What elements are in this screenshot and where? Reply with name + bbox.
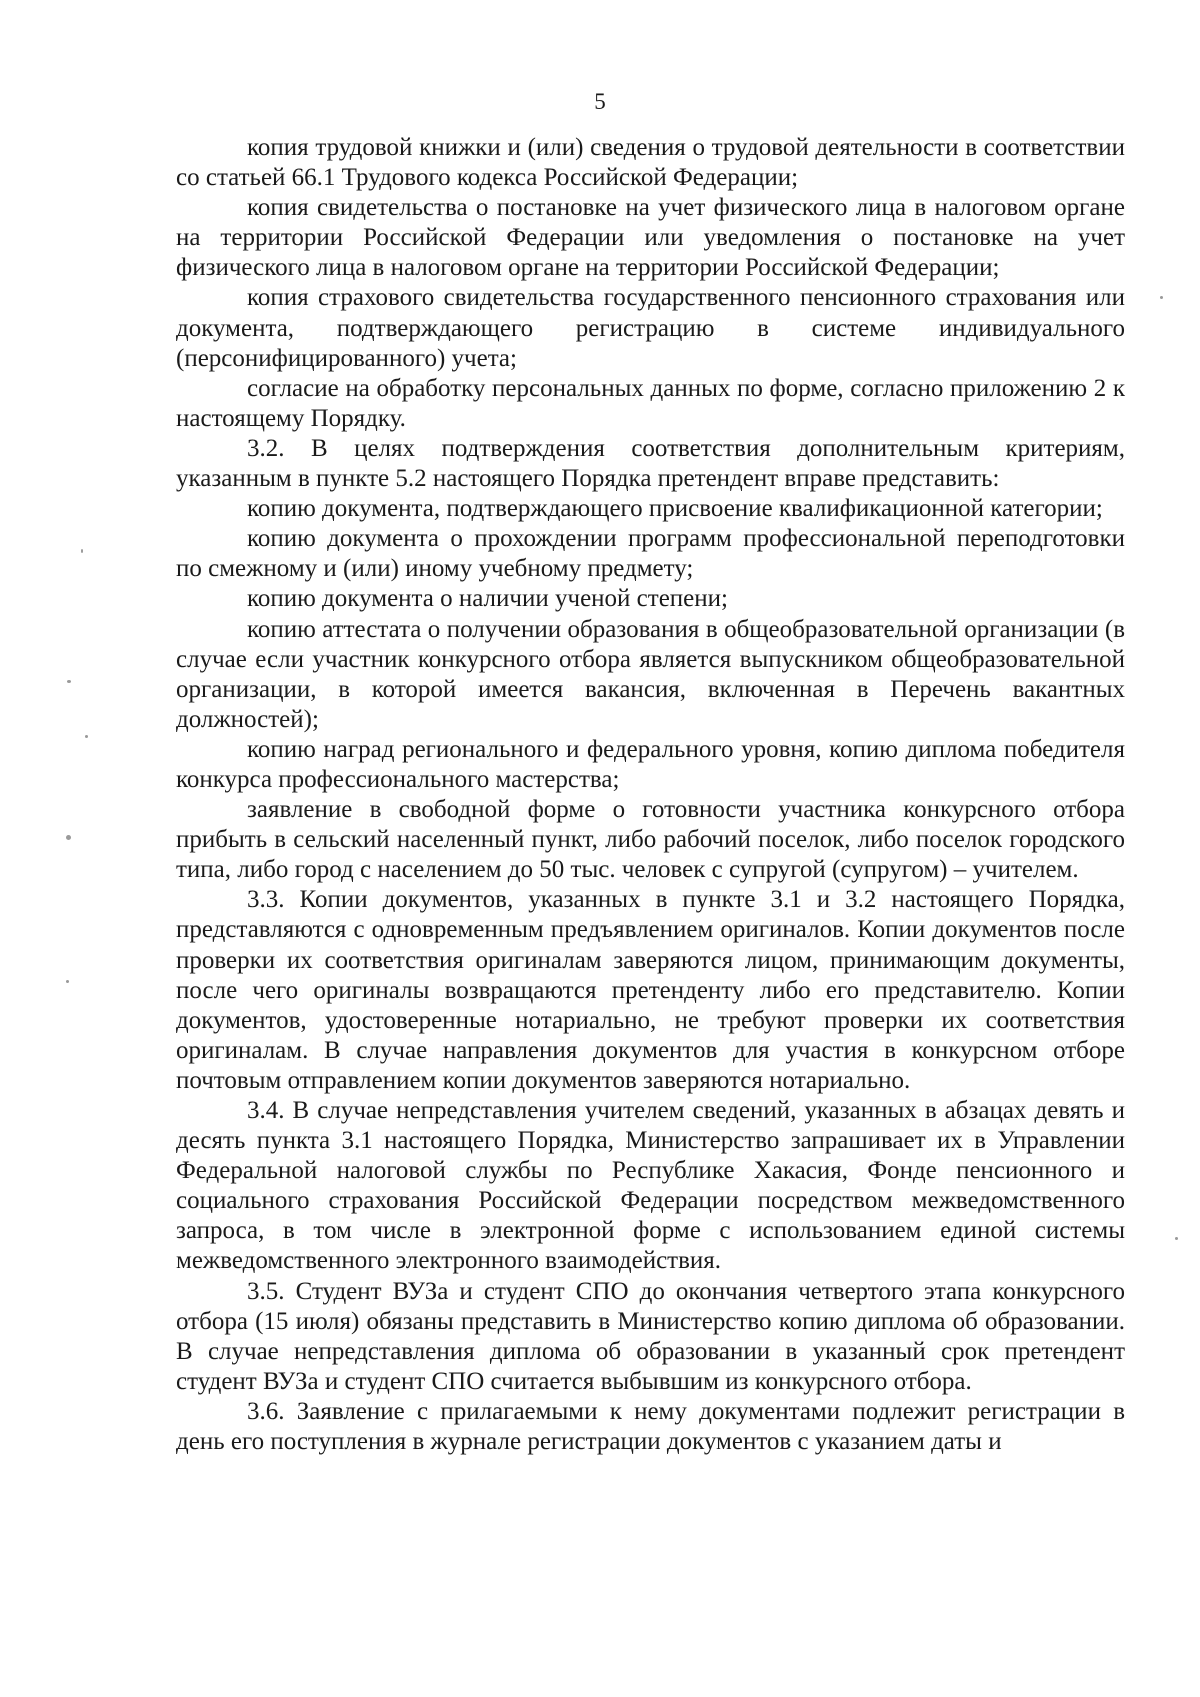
scan-speck bbox=[85, 735, 88, 738]
paragraph-relocation-statement: заявление в свободной форме о готовности участника конкурсного отбора прибыть в сельский населенный пункт, либо рабочий поселок, либо поселок городского типа, либо город с населением до 50 тыс. человек с супругой (супругом) – учителем. bbox=[176, 796, 1125, 884]
paragraph-retraining-programs: копию документа о прохождении программ профессиональной переподготовки по смежному и (или) иному учебному предмету; bbox=[176, 525, 1125, 583]
paragraph-3-2: 3.2. В целях подтверждения соответствия дополнительным критериям, указанным в пункте 5.2 настоящего Порядка претендент вправе представить: bbox=[176, 434, 1125, 493]
paragraph-school-certificate: копию аттестата о получении образования в общеобразовательной организации (в случае если участник конкурсного отбора является выпускником общеобразовательной организации, в которой имеется вакансия, включенная в Перечень вакантных должностей); bbox=[176, 615, 1125, 733]
paragraph-3-6: 3.6. Заявление с прилагаемыми к нему документами подлежит регистрации в день его поступления в журнале регистрации документов с указанием даты и bbox=[176, 1397, 1125, 1456]
paragraph-3-5: 3.5. Студент ВУЗа и студент СПО до окончания четвертого этапа конкурсного отбора (15 июля) обязаны представить в Министерство копию диплома об образовании. В случае непредставления диплома об образовании в указанный срок претендент студент ВУЗа и студент СПО считается выбывшим из конкурсного отбора. bbox=[176, 1277, 1125, 1395]
paragraph-3-3: 3.3. Копии документов, указанных в пункте 3.1 и 3.2 настоящего Порядка, представляются с одновременным предъявлением оригиналов. Копии документов после проверки их соответствия оригиналам заверяются лицом, принимающим документы, после чего оригиналы возвращаются претенденту либо его представителю. Копии документов, удостоверенные нотариально, не требуют проверки их соответствия оригиналам. В случае направления документов для участия в конкурсном отборе почтовым отправлением копии документов заверяются нотариально. bbox=[176, 886, 1125, 1094]
page-number: 5 bbox=[594, 89, 606, 114]
paragraph-personal-data-consent: согласие на обработку персональных данных по форме, согласно приложению 2 к настоящему Порядку. bbox=[176, 374, 1125, 432]
paragraph-work-record-copy: копия трудовой книжки и (или) сведения о трудовой деятельности в соответствии со статьей 66.1 Трудового кодекса Российской Федерации; bbox=[176, 134, 1125, 192]
scan-speck bbox=[81, 549, 83, 553]
document-body bbox=[176, 133, 1125, 1457]
scan-speck bbox=[1175, 1237, 1178, 1240]
paragraph-awards-diploma: копию наград регионального и федерального уровня, копию диплома победителя конкурса профессионального мастерства; bbox=[176, 735, 1125, 793]
scan-speck bbox=[67, 680, 71, 683]
scan-speck bbox=[1160, 296, 1163, 299]
paragraph-3-4: 3.4. В случае непредставления учителем сведений, указанных в абзацах девять и десять пункта 3.1 настоящего Порядка, Министерство запрашивает их в Управлении Федеральной налоговой службы по Республике Хакасия, Фонде пенсионного и социального страхования Российской Федерации посредством межведомственного запроса, в том числе в электронной форме с использованием единой системы межведомственного электронного взаимодействия. bbox=[176, 1097, 1125, 1275]
paragraph-tax-registration-copy: копия свидетельства о постановке на учет физического лица в налоговом органе на территории Российской Федерации или уведомления о постановке на учет физического лица в налоговом органе на территории Российской Федерации; bbox=[176, 194, 1125, 282]
scan-speck bbox=[66, 980, 69, 983]
paragraph-qualification-category: копию документа, подтверждающего присвоение квалификационной категории; bbox=[247, 495, 1103, 523]
paragraph-pension-insurance-copy: копия страхового свидетельства государственного пенсионного страхования или документа, подтверждающего регистрацию в системе индивидуального (персонифицированного) учета; bbox=[176, 284, 1125, 372]
paragraph-academic-degree: копию документа о наличии ученой степени; bbox=[247, 585, 728, 613]
scan-speck bbox=[66, 835, 71, 840]
